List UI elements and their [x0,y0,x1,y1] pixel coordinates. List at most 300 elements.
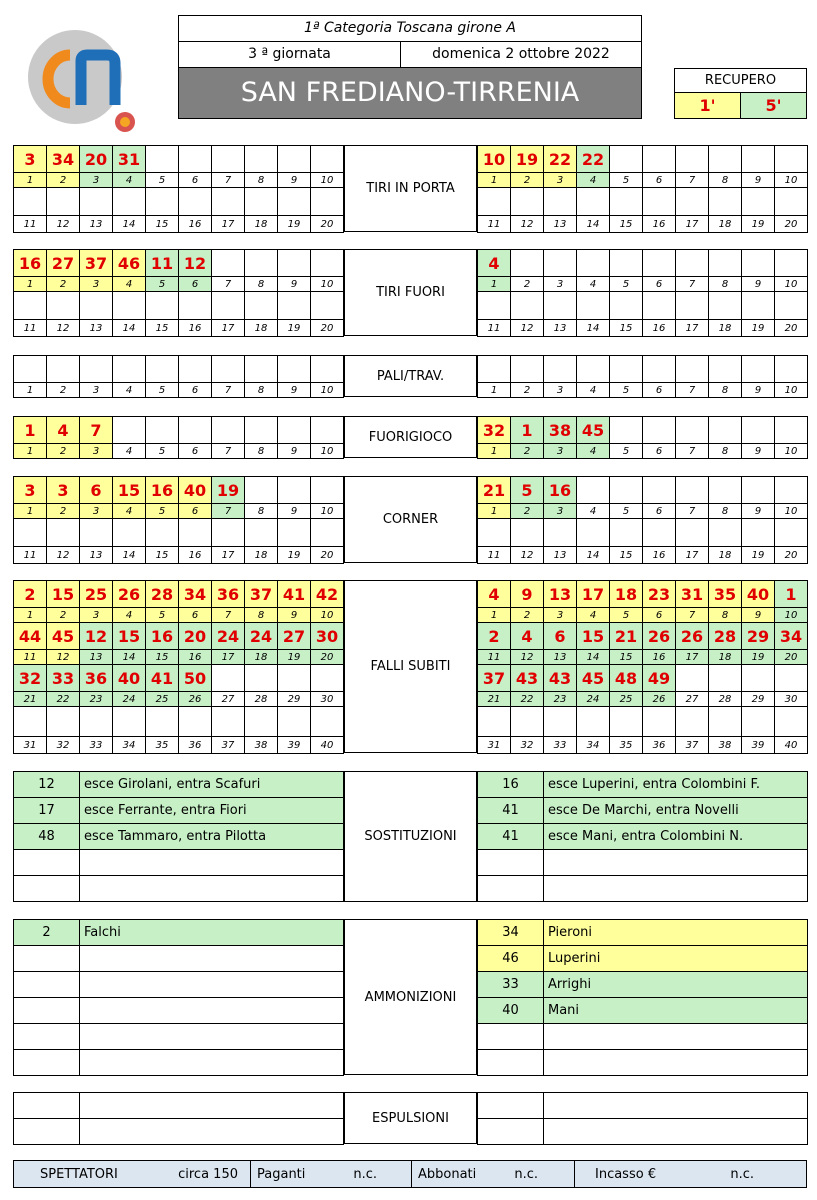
stat-value [278,356,311,383]
label-tiri-fuori: TIRI FUORI [344,249,477,336]
stat-value [278,707,311,737]
stat-value [212,292,245,320]
stat-value: 37 [80,250,113,277]
stat-value: 15 [47,581,80,608]
stat-index: 13 [544,547,577,564]
event-minute [478,1024,544,1050]
stat-index: 18 [245,547,278,564]
stat-value: 2 [478,623,511,650]
event-minute [14,1050,80,1076]
stat-value: 40 [742,581,775,608]
stat-index: 21 [478,692,511,707]
stat-value: 48 [610,665,643,692]
stat-value [278,292,311,320]
stat-value [511,356,544,383]
stat-value [709,356,742,383]
stat-value [643,519,676,547]
stat-index: 19 [742,547,775,564]
stat-index: 11 [14,216,47,233]
stat-value [278,477,311,504]
stat-index: 12 [47,320,80,337]
stat-index: 16 [643,650,676,665]
stat-value [311,477,344,504]
stat-index: 20 [311,650,344,665]
stat-value: 19 [511,146,544,173]
stat-index: 7 [676,383,709,398]
stat-index: 4 [577,608,610,623]
stat-value [311,707,344,737]
stat-value [676,188,709,216]
label-corner: CORNER [344,476,477,563]
stat-value: 50 [179,665,212,692]
stat-index: 7 [212,173,245,188]
stat-index: 7 [676,608,709,623]
stat-value: 18 [610,581,643,608]
stat-index: 7 [676,173,709,188]
incasso-value: n.c. [730,1166,754,1182]
event-minute [478,1093,544,1119]
stat-value: 21 [610,623,643,650]
stat-value [47,188,80,216]
stat-index: 5 [610,173,643,188]
stat-index: 5 [146,608,179,623]
stat-index: 3 [80,383,113,398]
stat-index: 2 [47,504,80,519]
stat-index: 4 [577,504,610,519]
stat-index: 15 [610,547,643,564]
stat-index: 5 [146,173,179,188]
stat-value [775,417,808,444]
stat-index: 15 [146,216,179,233]
stat-index: 1 [14,173,47,188]
stat-value [742,707,775,737]
stat-value: 6 [544,623,577,650]
event-text: Arrighi [544,972,808,998]
stat-index: 12 [511,216,544,233]
stat-value: 16 [14,250,47,277]
event-minute [478,850,544,876]
stat-value [775,519,808,547]
stat-value: 43 [544,665,577,692]
stat-value: 15 [113,623,146,650]
stat-value [80,292,113,320]
stat-value [610,250,643,277]
stat-index: 3 [544,277,577,292]
stat-index: 27 [676,692,709,707]
stat-index: 6 [643,444,676,459]
stat-index: 10 [775,383,808,398]
event-text [544,1119,808,1145]
stat-value: 22 [577,146,610,173]
stat-index: 10 [775,504,808,519]
stat-value [676,477,709,504]
stat-index: 6 [179,383,212,398]
stat-value [610,188,643,216]
stat-index: 17 [212,547,245,564]
stat-value [278,188,311,216]
stat-value: 21 [478,477,511,504]
stat-value: 1 [14,417,47,444]
stat-index: 6 [179,173,212,188]
stat-index: 23 [80,692,113,707]
stat-value: 6 [80,477,113,504]
stat-value [709,477,742,504]
stat-value [544,250,577,277]
stat-value [179,707,212,737]
stat-value: 2 [14,581,47,608]
stat-value [742,250,775,277]
event-text [80,1024,344,1050]
stat-value [146,417,179,444]
abbonati-value: n.c. [514,1166,538,1182]
stat-index: 4 [577,444,610,459]
event-minute [14,1024,80,1050]
stat-index: 9 [742,173,775,188]
stat-index: 16 [179,216,212,233]
stat-value: 4 [511,623,544,650]
stat-index: 11 [478,547,511,564]
stat-value [610,707,643,737]
stat-value [511,519,544,547]
stat-index: 13 [544,320,577,337]
stat-index: 7 [212,444,245,459]
stat-value: 27 [278,623,311,650]
stat-value [311,665,344,692]
stat-index: 8 [709,383,742,398]
stat-index: 6 [643,504,676,519]
stat-index: 15 [146,320,179,337]
stat-value [146,356,179,383]
stat-index: 15 [610,216,643,233]
stat-value: 45 [577,417,610,444]
stat-value [311,356,344,383]
stat-index: 2 [511,383,544,398]
stat-value [245,519,278,547]
recupero-label: RECUPERO [675,69,806,93]
pali-away-grid [477,355,808,398]
match-date: domenica 2 ottobre 2022 [432,46,610,62]
stat-index: 20 [311,320,344,337]
stat-index: 29 [742,692,775,707]
stat-value [245,665,278,692]
stat-value: 38 [544,417,577,444]
stat-value [544,356,577,383]
stat-index: 17 [212,216,245,233]
stat-index: 38 [709,737,742,754]
stat-index: 8 [245,173,278,188]
stat-value: 4 [47,417,80,444]
stat-value: 13 [544,581,577,608]
stat-value [478,519,511,547]
stat-index: 20 [311,216,344,233]
header [178,15,642,119]
stat-index: 2 [47,277,80,292]
stat-index: 3 [80,277,113,292]
stat-index: 19 [742,320,775,337]
stat-index: 19 [278,547,311,564]
stat-value: 3 [14,477,47,504]
stat-index: 30 [775,692,808,707]
stat-value [610,477,643,504]
event-text [80,1050,344,1076]
stat-index: 8 [709,277,742,292]
label-falli: FALLI SUBITI [344,580,477,753]
stat-value: 20 [179,623,212,650]
stat-value [245,250,278,277]
stat-value [511,292,544,320]
stat-index: 14 [113,650,146,665]
event-minute: 41 [478,824,544,850]
stat-value: 28 [709,623,742,650]
stat-index: 6 [179,504,212,519]
stat-value: 3 [14,146,47,173]
stat-index: 13 [544,650,577,665]
stat-value [179,146,212,173]
event-minute: 48 [14,824,80,850]
falli-away-grid [477,580,808,754]
stat-value [676,707,709,737]
stat-index: 29 [278,692,311,707]
stat-value: 35 [709,581,742,608]
stat-value: 34 [179,581,212,608]
stat-value [610,146,643,173]
stat-value [146,707,179,737]
stat-index: 17 [676,547,709,564]
stat-value [610,519,643,547]
stat-index: 17 [676,650,709,665]
stat-index: 35 [146,737,179,754]
stat-index: 12 [511,547,544,564]
paganti-value: n.c. [353,1166,377,1182]
stat-value [146,146,179,173]
stat-index: 11 [14,320,47,337]
stat-index: 9 [278,608,311,623]
stat-index: 21 [14,692,47,707]
stat-index: 2 [47,173,80,188]
stat-index: 16 [179,650,212,665]
event-minute [14,876,80,902]
stat-value [610,356,643,383]
stat-value [113,519,146,547]
stat-index: 6 [643,277,676,292]
stat-value [311,250,344,277]
label-pali: PALI/TRAV. [344,355,477,397]
stat-index: 8 [245,608,278,623]
stat-value [676,250,709,277]
stat-value [146,519,179,547]
stat-index: 9 [278,173,311,188]
stat-value: 46 [113,250,146,277]
stat-index: 27 [212,692,245,707]
stat-index: 18 [709,650,742,665]
event-text [80,1119,344,1145]
stat-index: 7 [212,277,245,292]
stat-index: 22 [511,692,544,707]
stat-index: 16 [643,547,676,564]
stat-value [212,250,245,277]
stat-value [212,519,245,547]
stat-index: 20 [775,547,808,564]
round: 3 ª giornata [179,42,401,67]
stat-index: 13 [544,216,577,233]
stat-value: 3 [47,477,80,504]
stat-value [676,146,709,173]
stat-index: 37 [676,737,709,754]
label-sostituzioni: SOSTITUZIONI [344,771,477,902]
stat-value [14,707,47,737]
event-text [544,1050,808,1076]
subs-home [13,771,344,902]
stat-index: 13 [80,547,113,564]
stat-index: 5 [146,444,179,459]
subs-away [477,771,808,902]
stat-index: 2 [511,444,544,459]
recupero-second-half: 5' [741,93,806,118]
stat-value [212,417,245,444]
stat-value [14,356,47,383]
stat-value [643,146,676,173]
stat-index: 8 [709,444,742,459]
event-minute: 46 [478,946,544,972]
stat-value: 22 [544,146,577,173]
stat-index: 4 [113,383,146,398]
stat-value [212,356,245,383]
stat-index: 23 [544,692,577,707]
corner-home-grid [13,476,344,564]
event-text: esce Girolani, entra Scafuri [80,772,344,798]
stat-value: 23 [643,581,676,608]
stat-value [80,519,113,547]
stat-value [676,519,709,547]
event-text: Pieroni [544,920,808,946]
stat-index: 9 [742,504,775,519]
stat-value [113,292,146,320]
event-minute [14,972,80,998]
stat-index: 39 [278,737,311,754]
stat-value [709,665,742,692]
label-fuorigioco: FUORIGIOCO [344,416,477,458]
stat-index: 14 [113,216,146,233]
stat-value: 37 [478,665,511,692]
stat-index: 1 [14,504,47,519]
stat-index: 3 [544,504,577,519]
stat-value [47,292,80,320]
stat-value [577,292,610,320]
stat-value [212,146,245,173]
stat-value [245,146,278,173]
stat-index: 1 [478,173,511,188]
corner-away-grid [477,476,808,564]
stat-index: 1 [478,504,511,519]
stat-index: 36 [179,737,212,754]
stat-value: 24 [245,623,278,650]
stat-index: 33 [80,737,113,754]
stat-index: 4 [113,444,146,459]
stat-value [478,356,511,383]
stat-value [577,477,610,504]
stat-value [511,188,544,216]
stat-index: 25 [610,692,643,707]
stat-index: 6 [643,383,676,398]
event-minute [14,998,80,1024]
league-title: 1ª Categoria Toscana girone A [178,15,642,41]
stat-value [709,707,742,737]
stat-index: 16 [643,216,676,233]
stat-index: 2 [511,608,544,623]
stat-index: 4 [113,277,146,292]
stat-value [577,250,610,277]
stat-index: 20 [311,547,344,564]
stat-value [245,292,278,320]
event-text: esce Tammaro, entra Pilotta [80,824,344,850]
stat-value [179,292,212,320]
stat-value [47,707,80,737]
stat-index: 18 [709,216,742,233]
stat-value [47,356,80,383]
stat-value [311,146,344,173]
bookings-away [477,919,808,1076]
stat-index: 10 [311,383,344,398]
stat-index: 16 [643,320,676,337]
stat-index: 4 [577,173,610,188]
event-text: esce Mani, entra Colombini N. [544,824,808,850]
stat-value [245,417,278,444]
stat-index: 5 [610,608,643,623]
stat-index: 3 [80,504,113,519]
stat-index: 24 [113,692,146,707]
stat-index: 1 [14,608,47,623]
stat-index: 31 [14,737,47,754]
stat-value [676,356,709,383]
stat-index: 33 [544,737,577,754]
stat-value [742,519,775,547]
stat-value: 33 [47,665,80,692]
stat-value [113,356,146,383]
stat-value: 41 [278,581,311,608]
stat-value: 36 [80,665,113,692]
stat-value [278,417,311,444]
event-text [544,1024,808,1050]
stat-index: 40 [775,737,808,754]
stat-index: 8 [245,444,278,459]
stat-index: 12 [47,216,80,233]
incasso-label: Incasso € [595,1166,657,1182]
stat-index: 40 [311,737,344,754]
stat-index: 11 [478,650,511,665]
stat-index: 10 [311,173,344,188]
stat-index: 26 [643,692,676,707]
stat-value [245,356,278,383]
stat-value: 26 [676,623,709,650]
stat-value: 40 [179,477,212,504]
stat-value [278,250,311,277]
stat-value [278,665,311,692]
event-minute [14,1119,80,1145]
stat-index: 5 [610,504,643,519]
stat-index: 9 [742,608,775,623]
stat-index: 28 [709,692,742,707]
stat-index: 8 [709,173,742,188]
stat-value: 28 [146,581,179,608]
pali-home-grid [13,355,344,398]
stat-value [478,707,511,737]
stat-index: 19 [278,650,311,665]
stat-value [245,477,278,504]
stat-value [742,665,775,692]
stat-value [212,188,245,216]
stat-index: 2 [511,173,544,188]
stat-value [742,146,775,173]
